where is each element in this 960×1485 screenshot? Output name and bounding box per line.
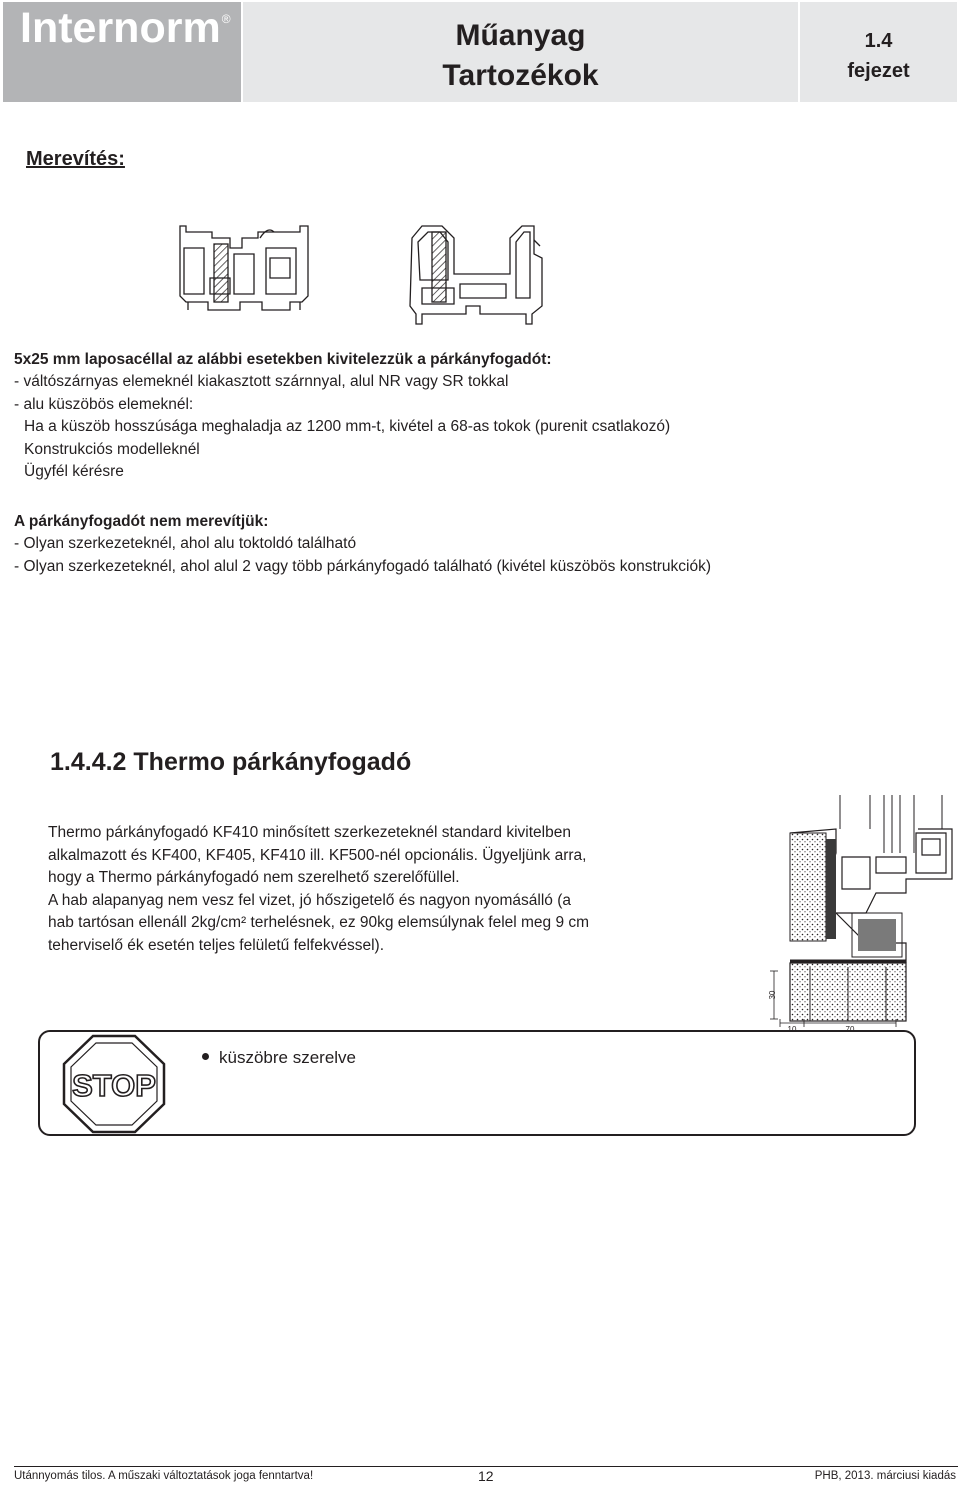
footer-edition: PHB, 2013. márciusi kiadás <box>814 1470 956 1482</box>
profile-left <box>180 226 308 310</box>
thermo-description <box>48 822 589 958</box>
reinforcement-profile-drawings <box>170 218 560 330</box>
warning-bullet-text: küszöbre szerelve <box>219 1048 357 1067</box>
no-reinforcement-item: - Olyan szerkezeteknél, ahol alul 2 vagy több párkányfogadó található (kivétel küszöbös konstrukciók) <box>14 557 712 575</box>
dimension-30: 30 <box>768 990 777 1000</box>
merevites-item: Konstrukciós modelleknél <box>24 440 200 458</box>
registered-mark: ® <box>221 12 231 26</box>
thermo-line: hogy a Thermo párkányfogadó nem szerelhető szerelőfüllel. <box>48 869 460 887</box>
thermo-line: hab tartósan ellenáll 2kg/cm² terhelésnek, ez 90kg elemsúlynak felel meg 9 cm <box>48 914 590 932</box>
insulation-layer <box>790 833 826 941</box>
bullet-dot-icon <box>202 1053 209 1060</box>
warning-box <box>38 1030 916 1136</box>
stop-sign-text: STOP <box>72 1068 156 1103</box>
thermo-sill-section-drawing <box>766 793 960 1035</box>
no-reinforcement-heading: A párkányfogadót nem merevítjük: <box>14 513 269 530</box>
merevites-intro: 5x25 mm laposacéllal az alábbi esetekben kivitelezzük a párkányfogadót: <box>14 351 552 368</box>
thermo-line: Thermo párkányfogadó KF410 minősített szerkezeteknél standard kivitelben <box>48 824 571 841</box>
merevites-item: Ha a küszöb hosszúsága meghaladja az 1200 mm-t, kivétel a 68-as tokok (purenit csatlakozó) <box>24 418 671 436</box>
no-reinforcement-item: - Olyan szerkezeteknél, ahol alu toktoldó található <box>14 535 357 553</box>
steel-flat-bar-left <box>214 244 228 302</box>
seal-layer <box>826 839 836 939</box>
merevites-item: - váltószárnyas elemeknél kiakasztott szárnnyal, alul NR vagy SR tokkal <box>14 373 509 391</box>
merevites-item: Ügyfél kérésre <box>24 463 124 481</box>
thermo-line: alkalmazott és KF400, KF405, KF410 ill. KF500-nél opcionális. Ügyeljünk arra, <box>48 846 587 864</box>
footer-divider <box>14 1466 958 1467</box>
thermo-line: A hab alapanyag nem vesz fel vizet, jó hőszigetelő és nagyon nyomásálló (a <box>48 891 572 909</box>
warning-bullet <box>202 1048 356 1068</box>
frame-lines <box>840 795 942 853</box>
section-heading-thermo: 1.4.4.2 Thermo párkányfogadó <box>50 748 412 776</box>
steel-flat-bar-right <box>432 232 446 302</box>
page-number: 12 <box>478 1468 494 1484</box>
thermo-line: teherviselő ék esetén teljes felületű felfekvéssel). <box>48 936 385 954</box>
no-reinforcement-cases <box>14 511 711 578</box>
brand-name: Internorm <box>20 4 221 52</box>
section-heading-merevites: Merevítés: <box>26 148 125 170</box>
chapter-label: fejezet <box>847 60 910 82</box>
steel-bracket-fill <box>858 919 896 951</box>
chapter-indicator <box>800 26 957 86</box>
merevites-item: - alu küszöbös elemeknél: <box>14 395 194 413</box>
footer-copyright: Utánnyomás tilos. A műszaki változtatások joga fenntartva! <box>14 1470 314 1482</box>
page-title-line2: Tartozékok <box>442 59 599 92</box>
page-title-line1: Műanyag <box>455 19 586 52</box>
merevites-cases <box>14 349 670 483</box>
chapter-number: 1.4 <box>864 30 893 52</box>
page-title <box>243 16 798 96</box>
stop-sign-icon <box>62 1034 166 1134</box>
profile-right <box>410 226 542 324</box>
brand-logo <box>20 4 231 53</box>
